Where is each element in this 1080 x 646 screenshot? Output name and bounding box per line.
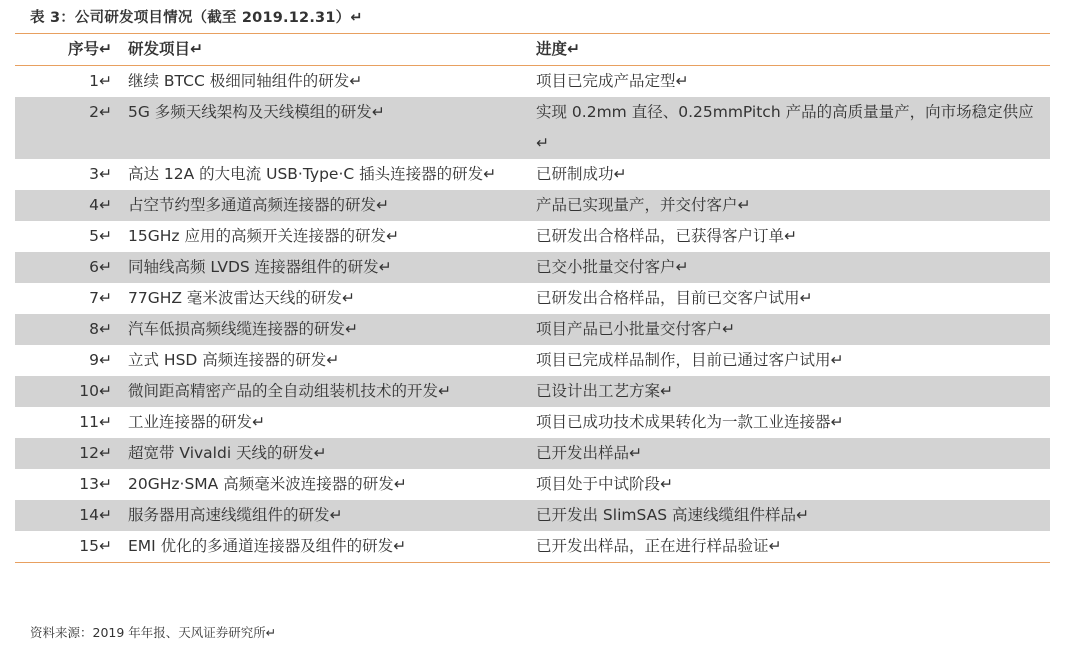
row-name: 同轴线高频 LVDS 连接器组件的研发↵ <box>128 258 392 276</box>
row-no: 11↵ <box>79 413 112 431</box>
row-name: 占空节约型多通道高频连接器的研发↵ <box>128 196 389 214</box>
row-no: 13↵ <box>79 475 112 493</box>
row-no: 8↵ <box>89 320 112 338</box>
row-no: 15↵ <box>79 537 112 555</box>
row-name: EMI 优化的多通道连接器及组件的研发↵ <box>128 537 407 555</box>
row-no: 9↵ <box>89 351 112 369</box>
source-note: 资料来源：2019 年年报、天风证券研究所↵ <box>30 625 277 640</box>
row-no: 6↵ <box>89 258 112 276</box>
table-row <box>15 407 1050 438</box>
row-name: 5G 多频天线架构及天线模组的研发↵ <box>128 103 385 121</box>
row-name: 继续 BTCC 极细同轴组件的研发↵ <box>128 72 363 90</box>
row-progress: 已研发出合格样品，已获得客户订单↵ <box>536 227 797 245</box>
row-progress: 产品已实现量产，并交付客户↵ <box>536 196 751 214</box>
row-name: 20GHz·SMA 高频毫米波连接器的研发↵ <box>128 475 407 493</box>
row-no: 2↵ <box>89 103 112 121</box>
row-progress: 已研发出合格样品，目前已交客户试用↵ <box>536 289 813 307</box>
row-name: 77GHZ 毫米波雷达天线的研发↵ <box>128 289 355 307</box>
row-no: 14↵ <box>79 506 112 524</box>
header-name: 研发项目↵ <box>128 40 203 58</box>
table-row <box>15 345 1050 376</box>
row-progress: 项目产品已小批量交付客户↵ <box>536 320 735 338</box>
row-progress: 已开发出样品↵ <box>536 444 642 462</box>
table-row <box>15 221 1050 252</box>
row-progress: 项目已完成产品定型↵ <box>536 72 689 90</box>
table-row <box>15 159 1050 190</box>
table-row <box>15 438 1050 469</box>
table-header-row <box>15 34 1050 66</box>
row-progress: 已开发出 SlimSAS 高速线缆组件样品↵ <box>536 506 809 524</box>
row-name: 15GHz 应用的高频开关连接器的研发↵ <box>128 227 399 245</box>
row-name: 微间距高精密产品的全自动组装机技术的开发↵ <box>128 382 451 400</box>
row-no: 10↵ <box>79 382 112 400</box>
row-no: 3↵ <box>89 165 112 183</box>
row-name: 汽车低损高频线缆连接器的研发↵ <box>128 320 358 338</box>
row-no: 7↵ <box>89 289 112 307</box>
row-progress: 项目处于中试阶段↵ <box>536 475 673 493</box>
row-no: 4↵ <box>89 196 112 214</box>
table-caption: 表 3：公司研发项目情况（截至 2019.12.31）↵ <box>30 10 363 26</box>
row-progress: 项目已完成样品制作，目前已通过客户试用↵ <box>536 351 844 369</box>
row-progress: 已开发出样品，正在进行样品验证↵ <box>536 537 782 555</box>
row-progress: 实现 0.2mm 直径、0.25mmPitch 产品的高质量量产，向市场稳定供应↵ <box>536 103 1034 152</box>
row-name: 服务器用高速线缆组件的研发↵ <box>128 506 343 524</box>
row-progress: 已设计出工艺方案↵ <box>536 382 673 400</box>
table-row <box>15 531 1050 562</box>
row-progress: 已交小批量交付客户↵ <box>536 258 689 276</box>
row-no: 12↵ <box>79 444 112 462</box>
row-name: 超宽带 Vivaldi 天线的研发↵ <box>128 444 327 462</box>
table-row <box>15 376 1050 407</box>
row-progress: 项目已成功技术成果转化为一款工业连接器↵ <box>536 413 844 431</box>
table-row <box>15 252 1050 283</box>
header-no: 序号↵ <box>68 40 112 58</box>
table-row <box>15 314 1050 345</box>
table-row <box>15 469 1050 500</box>
table-row <box>15 500 1050 531</box>
row-no: 1↵ <box>89 72 112 90</box>
table-row <box>15 190 1050 221</box>
row-no: 5↵ <box>89 227 112 245</box>
table-row <box>15 97 1050 159</box>
table-row <box>15 66 1050 97</box>
table-row <box>15 283 1050 314</box>
row-name: 工业连接器的研发↵ <box>128 413 265 431</box>
row-name: 立式 HSD 高频连接器的研发↵ <box>128 351 340 369</box>
rd-projects-table <box>15 33 1050 563</box>
row-name: 高达 12A 的大电流 USB·Type·C 插头连接器的研发↵ <box>128 165 497 183</box>
header-progress: 进度↵ <box>536 40 580 58</box>
row-progress: 已研制成功↵ <box>536 165 627 183</box>
